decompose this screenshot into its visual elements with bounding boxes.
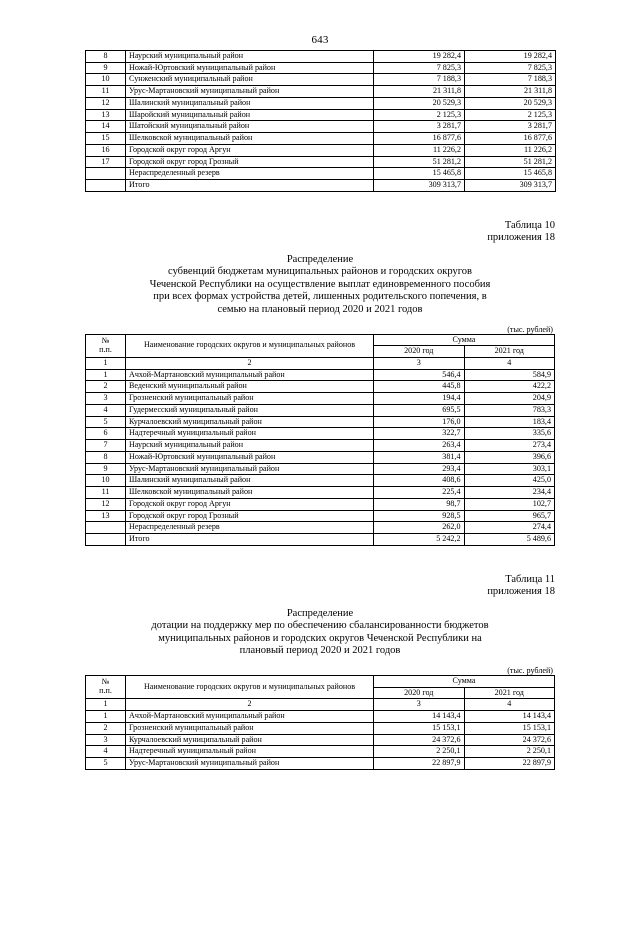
table-continued (85, 50, 556, 192)
table-row (86, 463, 555, 475)
cell-v2020: 695,5 (374, 404, 465, 416)
cell-name: Сунженский муниципальный район (126, 74, 374, 86)
cell-name: Городской округ город Аргун (126, 144, 374, 156)
cell-name: Нераспределенный резерв (126, 522, 374, 534)
document-page (0, 34, 640, 939)
cell-name: Грозненский муниципальный район (126, 722, 374, 734)
cell-num: 10 (86, 74, 126, 86)
cell-v2020: 262,0 (374, 522, 465, 534)
cell-num: 11 (86, 487, 126, 499)
cell-name: Шалинский муниципальный район (126, 97, 374, 109)
cell-v2020: 293,4 (374, 463, 465, 475)
table-11 (85, 675, 555, 770)
cell-v2020: 15 153,1 (374, 722, 465, 734)
cell-v2020: 20 529,3 (374, 97, 465, 109)
cell-v2020: 546,4 (374, 369, 465, 381)
table-row (86, 510, 555, 522)
header-num-line2: п.п. (99, 344, 112, 354)
cell-v2021: 2 250,1 (464, 746, 555, 758)
cell-v2020: 14 143,4 (374, 711, 465, 723)
table-10-head (86, 334, 555, 369)
cell-v2021: 5 489,6 (464, 534, 555, 546)
table-row (86, 428, 555, 440)
cell-v2020: 7 825,3 (374, 62, 465, 74)
table-10-label (85, 220, 555, 245)
cell-name: Шелковской муниципальный район (126, 133, 374, 145)
table-row (86, 393, 555, 405)
header-name: Наименование городских округов и муниципальных районов (126, 675, 374, 698)
header-num (86, 334, 126, 357)
table-header-row-index (86, 358, 555, 370)
header-index-2020: 3 (374, 699, 465, 711)
cell-name: Шатойский муниципальный район (126, 121, 374, 133)
cell-v2021: 102,7 (464, 498, 555, 510)
cell-v2021: 396,6 (464, 451, 555, 463)
cell-num: 10 (86, 475, 126, 487)
cell-v2021: 183,4 (464, 416, 555, 428)
cell-v2020: 16 877,6 (374, 133, 465, 145)
cell-v2021: 11 226,2 (465, 144, 556, 156)
cell-num: 4 (86, 746, 126, 758)
cell-v2020: 928,5 (374, 510, 465, 522)
cell-name: Надтеречный муниципальный район (126, 746, 374, 758)
header-index-2020: 3 (374, 358, 465, 370)
table-11-title-line1: дотации на поддержку мер по обеспечению сбалансированности бюджетов (151, 620, 489, 632)
cell-name: Шаройский муниципальный район (126, 109, 374, 121)
table-1-block (85, 50, 555, 192)
table-row (86, 487, 555, 499)
table-header-row-index (86, 699, 555, 711)
table-row (86, 711, 555, 723)
cell-v2021: 783,3 (464, 404, 555, 416)
page-number: 643 (311, 34, 329, 46)
cell-v2020: 381,4 (374, 451, 465, 463)
cell-name: Городской округ город Аргун (126, 498, 374, 510)
table-11-title-lead: Распределение (286, 607, 354, 619)
cell-num: 9 (86, 463, 126, 475)
header-sum: Сумма (374, 334, 555, 346)
table-row (86, 156, 556, 168)
header-index-2021: 4 (464, 699, 555, 711)
cell-name: Шелковской муниципальный район (126, 487, 374, 499)
header-year-2021: 2021 год (464, 687, 555, 699)
table-row (86, 734, 555, 746)
cell-name: Урус-Мартановский муниципальный район (126, 758, 374, 770)
table-row (86, 168, 556, 180)
table-header-row (86, 675, 555, 687)
table-10-title-line1: субвенций бюджетам муниципальных районов и городских округов (168, 266, 472, 278)
table-row (86, 144, 556, 156)
table-row (86, 51, 556, 63)
cell-num: 5 (86, 758, 126, 770)
cell-v2020: 51 281,2 (374, 156, 465, 168)
header-sum: Сумма (374, 675, 555, 687)
table-row (86, 133, 556, 145)
cell-v2021: 273,4 (464, 440, 555, 452)
spacer (85, 317, 555, 325)
cell-v2020: 263,4 (374, 440, 465, 452)
cell-name: Городской округ город Грозный (126, 510, 374, 522)
cell-v2020: 11 226,2 (374, 144, 465, 156)
cell-name: Урус-Мартановский муниципальный район (126, 86, 374, 98)
cell-num (86, 180, 126, 192)
cell-v2021: 19 282,4 (465, 51, 556, 63)
cell-v2020: 3 281,7 (374, 121, 465, 133)
cell-num: 17 (86, 156, 126, 168)
cell-v2020: 408,6 (374, 475, 465, 487)
cell-v2021: 14 143,4 (464, 711, 555, 723)
cell-v2020: 19 282,4 (374, 51, 465, 63)
cell-name: Надтеречный муниципальный район (126, 428, 374, 440)
table-11-body (86, 711, 555, 770)
cell-num: 1 (86, 711, 126, 723)
cell-v2020: 176,0 (374, 416, 465, 428)
cell-name: Курчалоевский муниципальный район (126, 734, 374, 746)
table-row (86, 451, 555, 463)
cell-num (86, 168, 126, 180)
cell-num: 3 (86, 734, 126, 746)
cell-num: 2 (86, 722, 126, 734)
table-10-title-line3: при всех формах устройства детей, лишенных родительского попечения, в (153, 291, 487, 303)
cell-v2021: 303,1 (464, 463, 555, 475)
table-10 (85, 334, 555, 546)
cell-name: Ножай-Юртовский муниципальный район (126, 451, 374, 463)
cell-v2021: 51 281,2 (465, 156, 556, 168)
cell-num: 8 (86, 451, 126, 463)
table-11-label-line1: Таблица 11 (505, 573, 555, 585)
cell-num: 4 (86, 404, 126, 416)
table-row (86, 74, 556, 86)
cell-v2020: 2 250,1 (374, 746, 465, 758)
cell-name: Наурский муниципальный район (126, 440, 374, 452)
cell-name: Итого (126, 180, 374, 192)
table-row (86, 121, 556, 133)
cell-name: Ачхой-Мартановский муниципальный район (126, 369, 374, 381)
header-index-name: 2 (126, 358, 374, 370)
table-10-title (85, 254, 555, 317)
cell-v2020: 15 465,8 (374, 168, 465, 180)
table-row (86, 86, 556, 98)
table-total-row (86, 534, 555, 546)
cell-name: Ачхой-Мартановский муниципальный район (126, 711, 374, 723)
cell-v2020: 322,7 (374, 428, 465, 440)
header-year-2021: 2021 год (464, 346, 555, 358)
cell-name: Веденский муниципальный район (126, 381, 374, 393)
cell-num: 8 (86, 51, 126, 63)
table-row (86, 381, 555, 393)
cell-v2021: 2 125,3 (465, 109, 556, 121)
cell-v2021: 7 188,3 (465, 74, 556, 86)
cell-v2020: 445,8 (374, 381, 465, 393)
cell-name: Наурский муниципальный район (126, 51, 374, 63)
header-num-line1: № (101, 336, 110, 346)
table-row (86, 522, 555, 534)
cell-num: 9 (86, 62, 126, 74)
cell-v2021: 24 372,6 (464, 734, 555, 746)
cell-v2021: 274,4 (464, 522, 555, 534)
header-num-line2: п.п. (99, 686, 112, 696)
table-row (86, 475, 555, 487)
table-10-label-line2: приложения 18 (487, 232, 555, 244)
table-11-title-line2: муниципальных районов и городских округов Чеченской Республики на (158, 632, 482, 644)
cell-v2021: 3 281,7 (465, 121, 556, 133)
header-num (86, 675, 126, 698)
cell-num (86, 522, 126, 534)
table-10-title-line4: семью на плановый период 2020 и 2021 годов (217, 303, 423, 315)
cell-v2021: 584,9 (464, 369, 555, 381)
spacer (85, 658, 555, 666)
cell-num: 11 (86, 86, 126, 98)
cell-v2020: 98,7 (374, 498, 465, 510)
cell-v2021: 425,0 (464, 475, 555, 487)
cell-v2020: 225,4 (374, 487, 465, 499)
table-row (86, 97, 556, 109)
cell-num: 6 (86, 428, 126, 440)
header-year-2020: 2020 год (374, 687, 465, 699)
table-11-units: (тыс. рублей) (507, 665, 553, 675)
cell-v2021: 335,6 (464, 428, 555, 440)
cell-v2021: 16 877,6 (465, 133, 556, 145)
cell-v2021: 22 897,9 (464, 758, 555, 770)
table-row (86, 416, 555, 428)
table-row (86, 758, 555, 770)
cell-v2020: 22 897,9 (374, 758, 465, 770)
table-row (86, 746, 555, 758)
header-year-2020: 2020 год (374, 346, 465, 358)
table-header-row (86, 334, 555, 346)
cell-num: 5 (86, 416, 126, 428)
table-row (86, 369, 555, 381)
table-1-body (86, 51, 556, 192)
cell-name: Ножай-Юртовский муниципальный район (126, 62, 374, 74)
cell-v2021: 309 313,7 (465, 180, 556, 192)
cell-num: 1 (86, 369, 126, 381)
cell-v2021: 204,9 (464, 393, 555, 405)
table-10-title-line2: Чеченской Республики на осуществление выплат единовременного пособия (149, 278, 491, 290)
table-row (86, 722, 555, 734)
cell-name: Гудермесский муниципальный район (126, 404, 374, 416)
header-index-name: 2 (126, 699, 374, 711)
cell-name: Урус-Мартановский муниципальный район (126, 463, 374, 475)
table-11-title (85, 608, 555, 658)
cell-num: 12 (86, 498, 126, 510)
cell-name: Курчалоевский муниципальный район (126, 416, 374, 428)
cell-num: 12 (86, 97, 126, 109)
cell-v2021: 7 825,3 (465, 62, 556, 74)
header-index-num: 1 (86, 699, 126, 711)
table-row (86, 404, 555, 416)
cell-v2020: 194,4 (374, 393, 465, 405)
cell-v2021: 15 153,1 (464, 722, 555, 734)
cell-num: 3 (86, 393, 126, 405)
cell-num: 15 (86, 133, 126, 145)
header-name: Наименование городских округов и муниципальных районов (126, 334, 374, 357)
cell-num: 14 (86, 121, 126, 133)
header-index-num: 1 (86, 358, 126, 370)
cell-name: Шалинский муниципальный район (126, 475, 374, 487)
table-11-label-line2: приложения 18 (487, 586, 555, 598)
cell-name: Городской округ город Грозный (126, 156, 374, 168)
table-row (86, 62, 556, 74)
table-row (86, 109, 556, 121)
table-10-title-lead: Распределение (286, 253, 354, 265)
cell-name: Грозненский муниципальный район (126, 393, 374, 405)
table-11-label (85, 574, 555, 599)
cell-v2020: 309 313,7 (374, 180, 465, 192)
cell-v2020: 24 372,6 (374, 734, 465, 746)
cell-num: 7 (86, 440, 126, 452)
table-total-row (86, 180, 556, 192)
cell-v2020: 2 125,3 (374, 109, 465, 121)
cell-v2021: 15 465,8 (465, 168, 556, 180)
cell-num: 16 (86, 144, 126, 156)
table-row (86, 440, 555, 452)
table-row (86, 498, 555, 510)
cell-v2020: 7 188,3 (374, 74, 465, 86)
cell-v2021: 20 529,3 (465, 97, 556, 109)
table-10-body (86, 369, 555, 545)
header-num-line1: № (101, 677, 110, 687)
table-10-units: (тыс. рублей) (507, 324, 553, 334)
table-11-title-line3: плановый период 2020 и 2021 годов (239, 645, 401, 657)
cell-num (86, 534, 126, 546)
cell-num: 13 (86, 109, 126, 121)
cell-v2021: 422,2 (464, 381, 555, 393)
table-11-head (86, 675, 555, 710)
header-index-2021: 4 (464, 358, 555, 370)
cell-num: 2 (86, 381, 126, 393)
cell-name: Нераспределенный резерв (126, 168, 374, 180)
cell-v2020: 21 311,8 (374, 86, 465, 98)
cell-name: Итого (126, 534, 374, 546)
cell-v2020: 5 242,2 (374, 534, 465, 546)
cell-num: 13 (86, 510, 126, 522)
cell-v2021: 965,7 (464, 510, 555, 522)
cell-v2021: 234,4 (464, 487, 555, 499)
table-10-label-line1: Таблица 10 (504, 219, 555, 231)
cell-v2021: 21 311,8 (465, 86, 556, 98)
